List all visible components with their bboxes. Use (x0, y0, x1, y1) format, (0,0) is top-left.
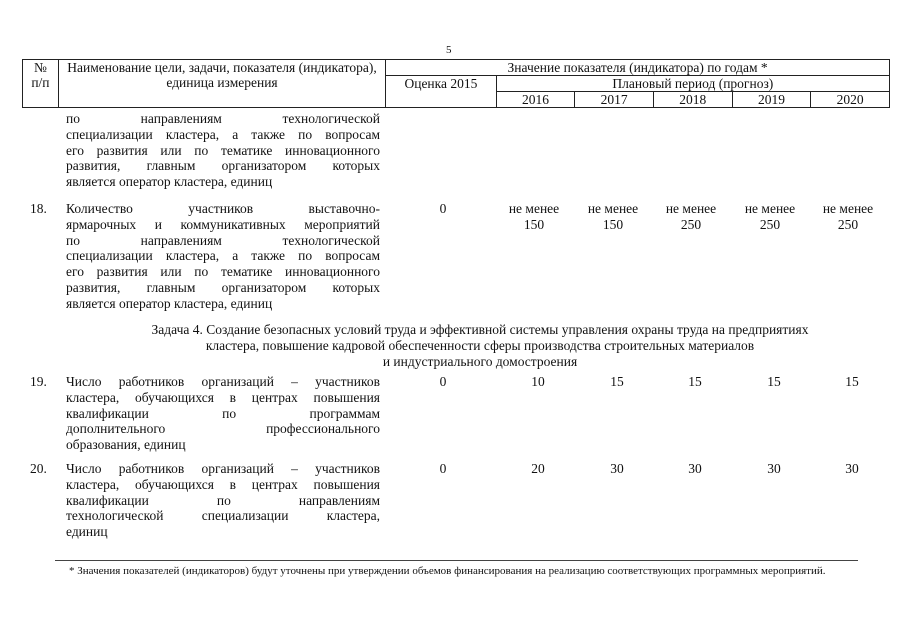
year-value: не менее 250 (822, 201, 874, 232)
row-description: Число работников организаций – участников кластера, обучающихся в центрах повышения квалификации по направлениям технологической специализации кластера, единиц (66, 461, 380, 540)
header-year: 2018 (653, 92, 732, 108)
year-value: не менее 150 (587, 201, 639, 232)
year-value: 20 (531, 461, 545, 476)
estimate-value: 0 (439, 461, 447, 476)
header-estimate: Оценка 2015 (386, 76, 497, 108)
year-value: 30 (610, 461, 624, 476)
task-heading: Задача 4. Создание безопасных условий труда и эффективной системы управления охраны труда на предприятиях кластера, повышение кадровой обеспеченности сферы производства строительных материалов и индустриального домостроения (151, 322, 809, 369)
year-value: 15 (688, 374, 702, 389)
footnote: * Значения показателей (индикаторов) будут уточнены при утверждении объемов финансирования на реализацию соответствующих программных мероприятий. (69, 565, 826, 577)
year-value: 30 (688, 461, 702, 476)
row-description: Число работников организаций – участников кластера, обучающихся в центрах повышения квалификации по программам дополнительного профессионального образования, единиц (66, 374, 380, 453)
year-value: не менее 250 (665, 201, 717, 232)
year-value: не менее 150 (508, 201, 560, 232)
header-planned: Плановый период (прогноз) (496, 76, 889, 92)
header-year: 2016 (496, 92, 575, 108)
estimate-value: 0 (439, 201, 447, 216)
year-value: 15 (610, 374, 624, 389)
row-number: 19. (30, 374, 47, 389)
estimate-value: 0 (439, 374, 447, 389)
table-header (22, 59, 890, 108)
row-number: 20. (30, 461, 47, 476)
year-value: 30 (845, 461, 859, 476)
year-value: 10 (531, 374, 545, 389)
header-year: 2019 (732, 92, 811, 108)
header-num: № п/п (23, 60, 59, 108)
year-value: 30 (767, 461, 781, 476)
row-number: 18. (30, 201, 47, 216)
continued-description: по направлениям технологической специализации кластера, а также по вопросам его развития или по тематике инновационного развития, главным организатором которых является оператор кластера, единиц (66, 111, 380, 190)
year-value: 15 (845, 374, 859, 389)
header-name: Наименование цели, задачи, показателя (индикатора), единица измерения (58, 60, 385, 108)
header-year: 2017 (575, 92, 654, 108)
year-value: 15 (767, 374, 781, 389)
header-year: 2020 (811, 92, 890, 108)
year-value: не менее 250 (744, 201, 796, 232)
row-description: Количество участников выставочно- ярмарочных и коммуникативных мероприятий по направлениям технологической специализации кластера, а также по вопросам его развития или по тематике инновационного развития, главным организатором которых является оператор кластера, единиц (66, 201, 380, 311)
footnote-divider (55, 560, 858, 561)
page-number: 5 (446, 44, 452, 56)
header-values: Значение показателя (индикатора) по годам * (386, 60, 890, 76)
